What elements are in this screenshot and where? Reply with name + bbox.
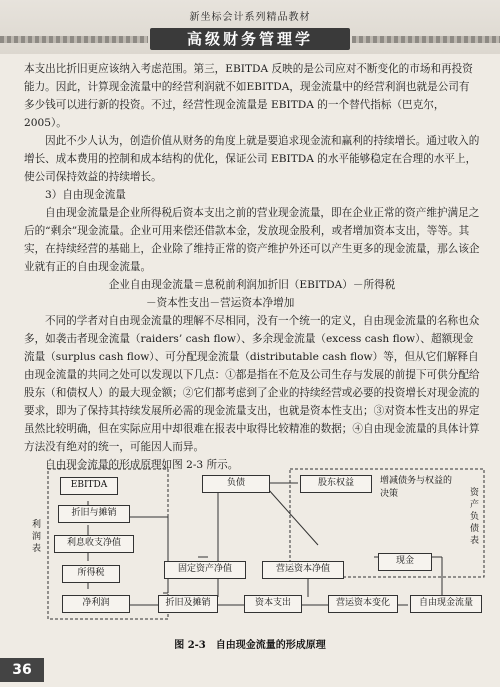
paragraph: 因此不少人认为，创造价值从财务的角度上就是要追求现金流和赢利的持续增长。通过收入的增长、成本费用的控制和成本结构的优化，保证公司 EBITDA 的水平能够稳定在合理的水平上，使公司保持效益的持续增长。 bbox=[24, 135, 480, 183]
depreciation-box: 折旧与摊销 bbox=[58, 505, 130, 523]
equity-box: 股东权益 bbox=[300, 475, 372, 493]
ebitda-box: EBITDA bbox=[60, 477, 118, 495]
paragraph: 自由现金流量的形成原理如图 2-3 所示。 bbox=[45, 459, 239, 471]
header-band-left bbox=[0, 36, 148, 43]
working-capital-box: 营运资本净值 bbox=[262, 561, 344, 579]
liabilities-box: 负债 bbox=[202, 475, 270, 493]
equation-line-2: －资本性支出－营运资本净增加 bbox=[146, 297, 295, 309]
header-band-right bbox=[352, 36, 500, 43]
body-text bbox=[24, 60, 480, 474]
page-header bbox=[0, 0, 500, 54]
series-title: 新坐标会计系列精品教材 bbox=[189, 12, 311, 23]
equation-line-1: 企业自由现金流量＝息税前利润加折旧（EBITDA）－所得税 bbox=[108, 279, 396, 291]
fixed-assets-box: 固定资产净值 bbox=[164, 561, 246, 579]
figure-caption: 图 2-3 自由现金流量的形成原理 bbox=[174, 640, 326, 651]
cash-box: 现金 bbox=[378, 553, 432, 571]
section-heading: 3）自由现金流量 bbox=[45, 189, 126, 201]
paragraph: 自由现金流量是企业所得税后资本支出之前的营业现金流量，即在企业正常的资产维护满足之后的“剩余”现金流量。企业可用来偿还借款本金，发放现金股利，或者增加资本支出，等等。其实，在持续经营的基础上，企业除了维持正常的资产维护外还可以产生更多的现金流量，那么该企业就有正的自由现金流量。 bbox=[24, 207, 480, 273]
capex-box: 资本支出 bbox=[244, 595, 302, 613]
balance-sheet-label: 资产负债表 bbox=[470, 488, 480, 546]
income-statement-label: 利润表 bbox=[32, 520, 42, 554]
page-number: 36 bbox=[0, 658, 44, 682]
paragraph: 本支出比折旧更应该纳入考虑范围。第三，EBITDA 反映的是公司应对不断变化的市场和再投资能力。因此，计算现金流量中的经营利润就不如EBITDA，现金流量中的经营利润也就是公司有多少钱可以进行新的投资。不过，经营性现金流量是 EBITDA 的一个替代指标（巴克尔，2005）。 bbox=[24, 63, 473, 129]
fcf-diagram bbox=[18, 465, 488, 625]
interest-box: 利息收支净值 bbox=[54, 535, 134, 553]
debt-equity-note: 增减债务与权益的决策 bbox=[380, 476, 453, 499]
wc-change-box: 营运资本变化 bbox=[328, 595, 398, 613]
fcf-box: 自由现金流量 bbox=[410, 595, 482, 613]
depreciation-box-2: 折旧及摊销 bbox=[158, 595, 218, 613]
book-title: 高级财务管理学 bbox=[150, 28, 350, 50]
tax-box: 所得税 bbox=[62, 565, 120, 583]
paragraph: 不同的学者对自由现金流量的理解不尽相同，没有一个统一的定义，自由现金流量的名称也众多，如袭击者现金流量（raiders’ cash flow）、多余现金流量（excess cash flow）、超额现金流量（surplus cash flow）、可分配现金流量（distributable cash flow）等，但从它们解释自由现金流量的共同之处可以发现以下几点：①都是指在不危及公司生存与发展的前提下可供分配给股东（和债权人）的最大现金额；②它们都考虑到了企业的持续经营或必要的投资增长对现金流的要求，即为了保持其持续发展所必需的现金流量支出，也就是资本性支出；③对资本性支出的界定虽然比较明确，但在实际应用中却很难在报表中取得比较精准的数据；④自由现金流量的具体计算方法没有绝对的统一，可能因人而异。 bbox=[24, 315, 480, 453]
net-profit-box: 净利润 bbox=[62, 595, 130, 613]
